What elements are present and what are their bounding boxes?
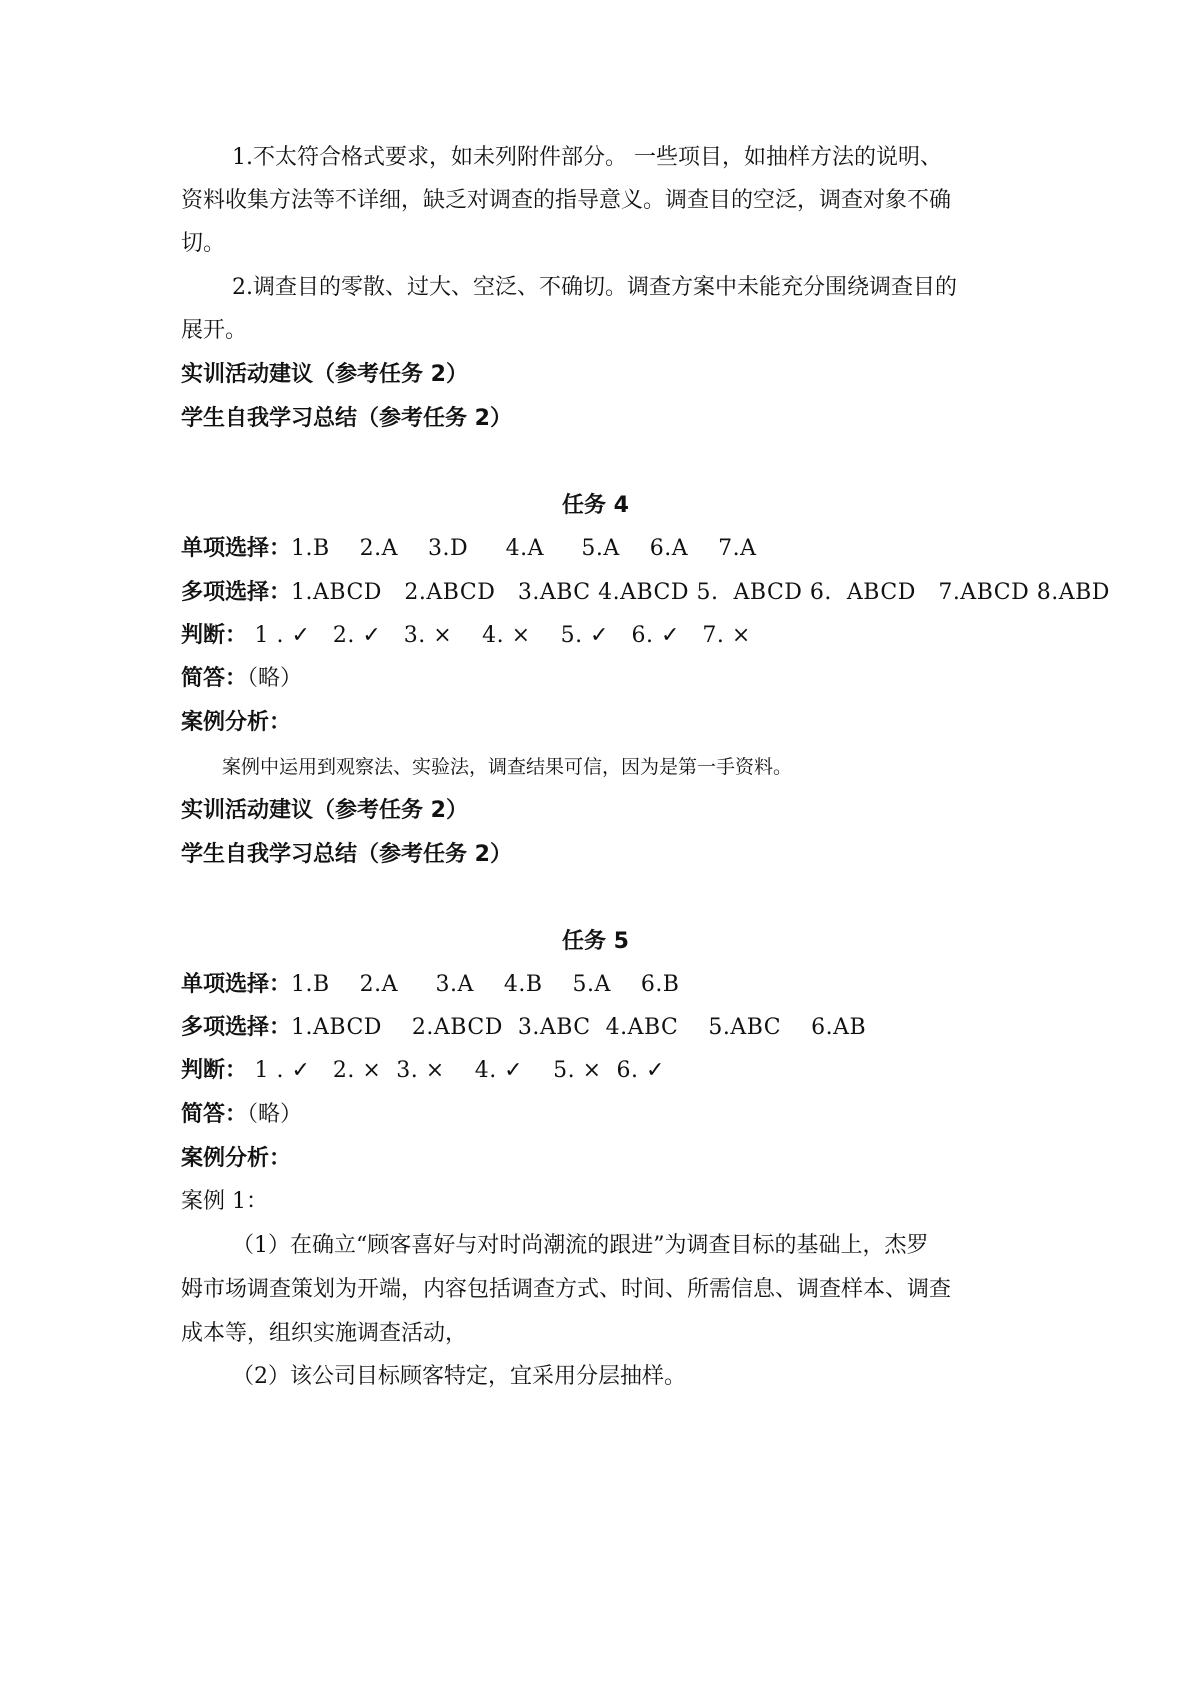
task5-case1-item1-line-2: 姆市场调查策划为开端，内容包括调查方式、时间、所需信息、调查样本、调查 xyxy=(181,1277,952,1302)
task5-short-answer-row xyxy=(181,1091,1021,1139)
task4-case-analysis-label: 案例分析： xyxy=(181,710,292,735)
task4-single-choice-row xyxy=(181,525,1021,573)
task4-training-suggestion: 实训活动建议（参考任务 2） xyxy=(181,798,468,823)
intro-self-summary: 学生自我学习总结（参考任务 2） xyxy=(181,406,512,431)
task4-short-answer-row xyxy=(181,655,1021,703)
task4-single-choice-answers: 1.B 2.A 3.D 4.A 5.A 6.A 7.A xyxy=(291,536,757,561)
task5-short-answer-value: （略） xyxy=(247,1102,303,1127)
task4-self-summary: 学生自我学习总结（参考任务 2） xyxy=(181,842,512,867)
task5-case1-item1-line-1: （1）在确立“顾客喜好与对时尚潮流的跟进”为调查目标的基础上，杰罗 xyxy=(232,1233,929,1258)
task4-title: 任务 4 xyxy=(562,493,629,518)
task4-short-answer-value: （略） xyxy=(247,666,303,691)
task4-judge-row xyxy=(181,612,1021,660)
task5-single-choice-label: 单项选择： xyxy=(181,972,292,997)
task4-multi-choice-label: 多项选择： xyxy=(181,580,292,605)
task5-multi-choice-label: 多项选择： xyxy=(181,1015,292,1040)
task5-judge-row xyxy=(181,1047,1021,1095)
intro-paragraph-1-line-1: 1.不太符合格式要求，如未列附件部分。 一些项目，如抽样方法的说明、 xyxy=(232,145,942,170)
task4-judge-answers: 1 . ✓ 2. ✓ 3. × 4. × 5. ✓ 6. ✓ 7. × xyxy=(247,623,751,648)
task5-judge-label: 判断： xyxy=(181,1058,248,1083)
task4-multi-choice-answers: 1.ABCD 2.ABCD 3.ABC 4.ABCD 5. ABCD 6. ABCD 7.ABCD 8.ABD xyxy=(291,580,1110,605)
task5-multi-choice-row xyxy=(181,1004,1021,1052)
task5-judge-answers: 1 . ✓ 2. × 3. × 4. ✓ 5. × 6. ✓ xyxy=(247,1058,665,1083)
task5-short-answer-label: 简答： xyxy=(181,1102,248,1127)
task5-title: 任务 5 xyxy=(562,929,629,954)
task5-case1-item1-line-3: 成本等，组织实施调查活动， xyxy=(181,1321,468,1346)
task5-case1-title: 案例 1： xyxy=(181,1189,268,1214)
task4-case-analysis-text: 案例中运用到观察法、实验法，调查结果可信，因为是第一手资料。 xyxy=(222,756,793,778)
task4-multi-choice-row xyxy=(181,569,1110,617)
intro-paragraph-1-line-3: 切。 xyxy=(181,231,226,256)
intro-paragraph-2-line-2: 展开。 xyxy=(181,318,248,343)
task4-single-choice-label: 单项选择： xyxy=(181,536,292,561)
task5-case-analysis-label: 案例分析： xyxy=(181,1146,292,1171)
task5-multi-choice-answers: 1.ABCD 2.ABCD 3.ABC 4.ABC 5.ABC 6.AB xyxy=(291,1015,867,1040)
task5-case1-item2-line-1: （2）该公司目标顾客特定，宜采用分层抽样。 xyxy=(232,1364,686,1389)
task5-single-choice-row xyxy=(181,961,1021,1009)
task5-single-choice-answers: 1.B 2.A 3.A 4.B 5.A 6.B xyxy=(291,972,680,997)
intro-training-suggestion: 实训活动建议（参考任务 2） xyxy=(181,362,468,387)
task4-judge-label: 判断： xyxy=(181,623,248,648)
task4-short-answer-label: 简答： xyxy=(181,666,248,691)
intro-paragraph-2-line-1: 2.调查目的零散、过大、空泛、不确切。调查方案中未能充分围绕调查目的 xyxy=(232,275,957,300)
intro-paragraph-1-line-2: 资料收集方法等不详细，缺乏对调查的指导意义。调查目的空泛，调查对象不确 xyxy=(181,188,952,213)
